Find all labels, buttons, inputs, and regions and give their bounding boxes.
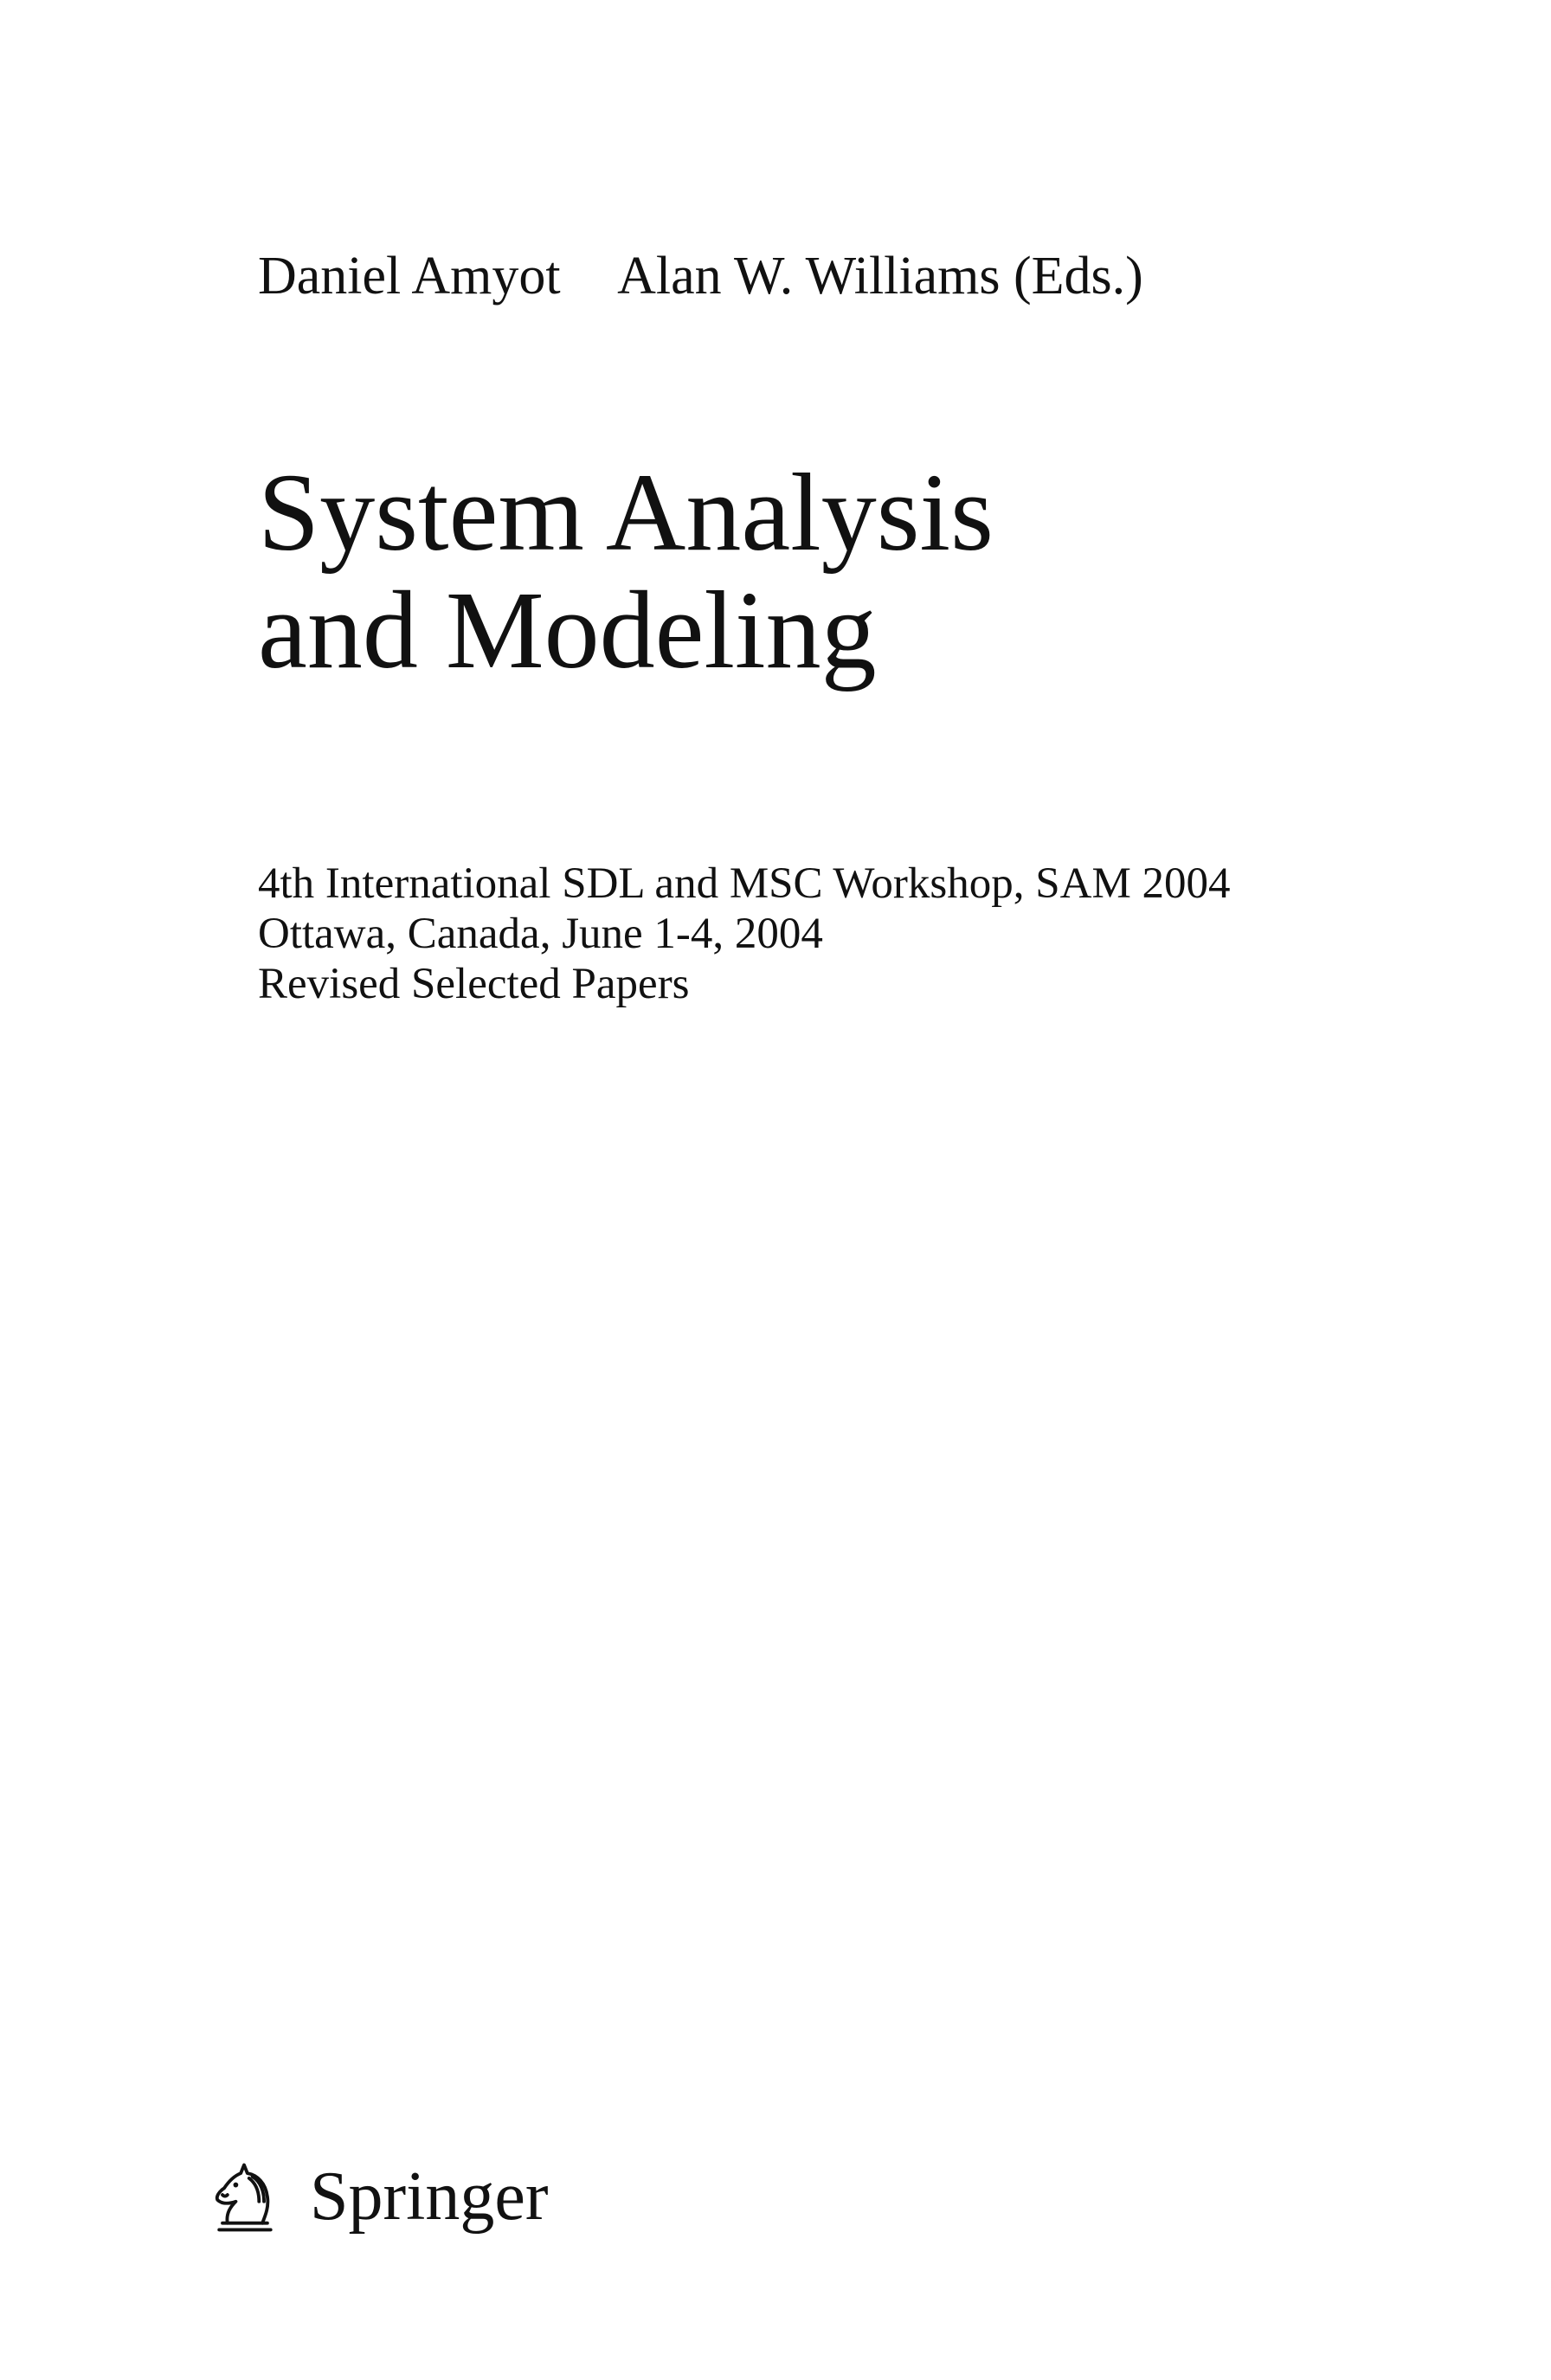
subtitle-line-edition: Revised Selected Papers [258,960,690,1008]
book-title [258,453,994,689]
publisher-imprint [203,2153,549,2240]
subtitle-line-workshop: 4th International SDL and MSC Workshop, SAM 2004 [258,859,1231,908]
editor-name-first: Daniel Amyot [258,247,561,306]
book-title-line-1: System Analysis [258,451,994,574]
springer-knight-chess-icon [203,2155,286,2238]
subtitle-line-location-date: Ottawa, Canada, June 1-4, 2004 [258,910,823,958]
book-title-line-2: and Modeling [258,569,877,691]
editor-name-second: Alan W. Williams (Eds.) [617,247,1143,306]
publisher-name: Springer [310,2158,549,2235]
book-subtitle [258,859,1231,1009]
editors-line [258,247,1143,306]
